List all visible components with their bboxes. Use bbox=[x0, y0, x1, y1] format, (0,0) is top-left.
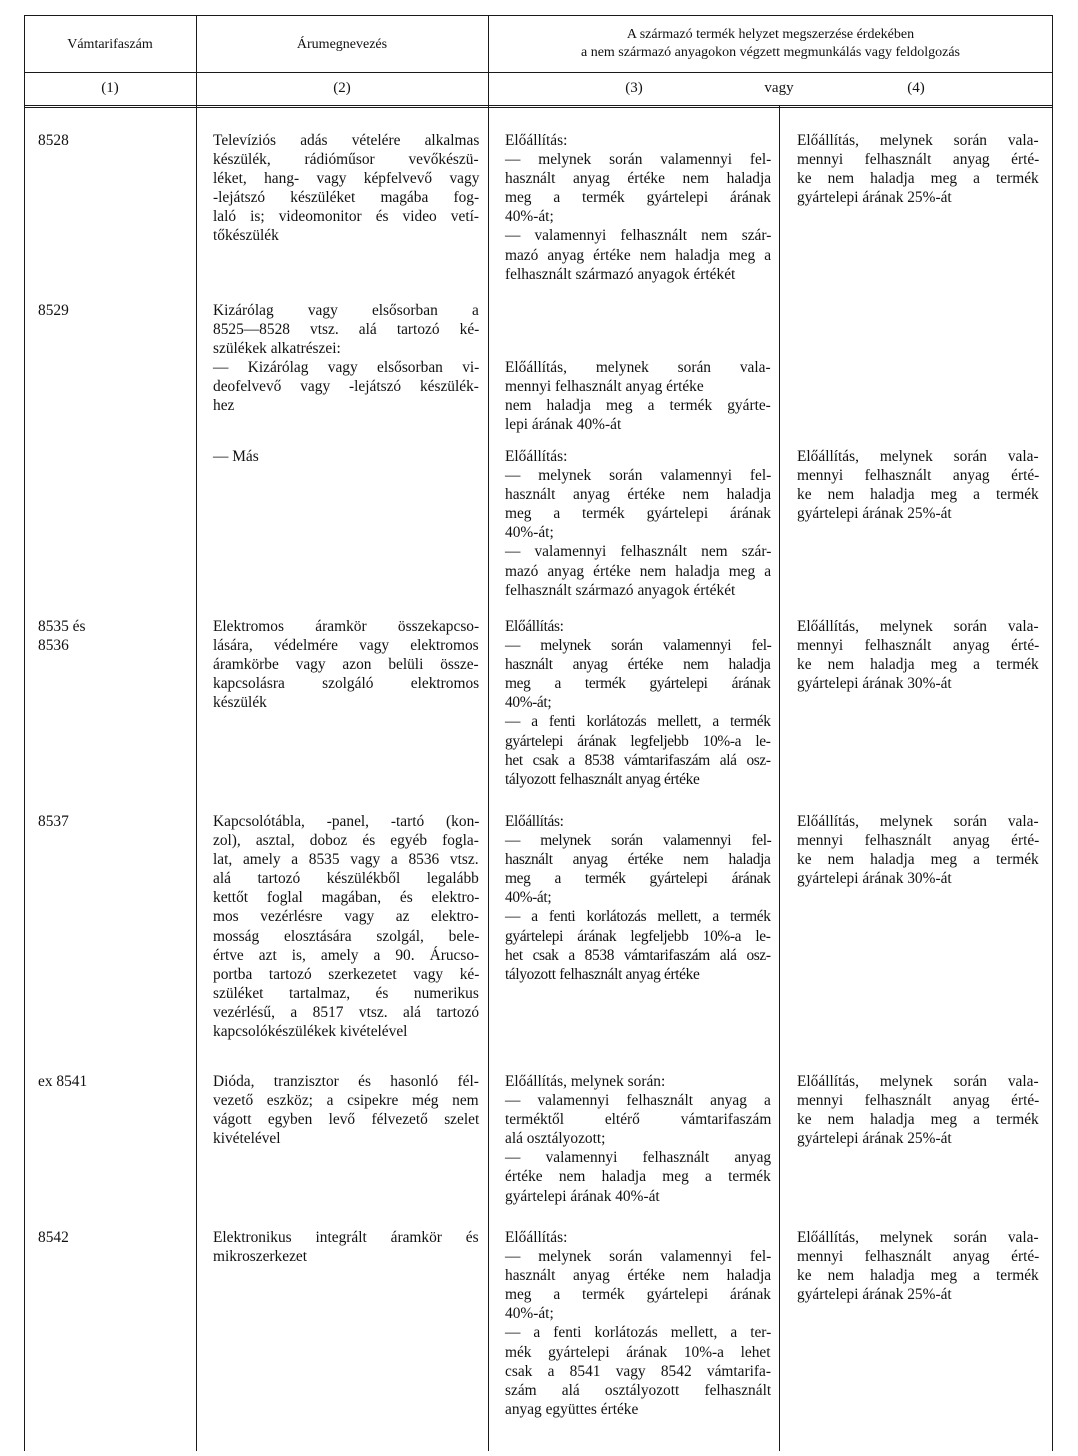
column-separator-vagy: vagy bbox=[764, 80, 794, 96]
tariff-code-8529: 8529 bbox=[38, 302, 69, 319]
processing-col3-8542-line: 40%-át; bbox=[505, 1305, 554, 1323]
processing-col3-8528-line: Előállítás: bbox=[505, 132, 568, 149]
goods-description-ex-8541-line: kivételével bbox=[213, 1130, 281, 1148]
processing-col3-8529-other-line: mazó anyag értéke nem haladja meg a bbox=[505, 562, 772, 580]
processing-col3-8535-8536-line: — melynek során valamennyi fel- bbox=[505, 637, 772, 655]
processing-col3-8537-line: tályozott felhasznált anyag értéke bbox=[505, 965, 700, 983]
tariff-code-8535-8536-line: 8536 bbox=[38, 637, 69, 655]
goods-description-8528-line: tőkészülék bbox=[213, 227, 279, 245]
processing-col3-8529-other-line: — valamennyi felhasznált nem szár- bbox=[505, 543, 772, 561]
processing-col3-8529-video-line: nem haladja meg a termék gyárte- bbox=[505, 397, 771, 415]
number-row-bottom-border bbox=[24, 105, 1053, 106]
processing-col4-8542 bbox=[797, 1228, 1039, 1304]
goods-description-8537-line: kettőt foglal magában, és elektro- bbox=[213, 889, 480, 907]
tariff-code-8535-8536 bbox=[38, 617, 178, 655]
processing-col3-8529-video-line: Előállítás, melynek során vala- bbox=[505, 359, 771, 376]
processing-col3-8537-line: het csak a 8538 vámtarifaszám alá osz- bbox=[505, 946, 771, 964]
processing-col4-8529-other bbox=[797, 447, 1039, 523]
processing-col3-ex-8541-line: értéke nem haladja meg a termék bbox=[505, 1168, 771, 1186]
processing-col4-8537-line: ke nem haladja meg a termék bbox=[797, 851, 1039, 869]
tariff-table bbox=[24, 15, 1053, 1451]
column-number-3: (3) bbox=[625, 80, 643, 96]
goods-description-ex-8541-line: vágott egyben levő félvezető szelet bbox=[213, 1111, 480, 1129]
processing-col3-8542-line: csak a 8541 vagy 8542 vámtarifa- bbox=[505, 1362, 771, 1380]
goods-description-8528 bbox=[213, 131, 479, 246]
goods-description-8528-line: Televíziós adás vételére alkalmas bbox=[213, 132, 480, 149]
tariff-code-ex-8541: ex 8541 bbox=[38, 1073, 88, 1090]
processing-col3-8529-video-line: mennyi felhasznált anyag értéke bbox=[505, 378, 704, 396]
col4-left-border bbox=[779, 105, 780, 1451]
processing-col4-8528-line: gyártelepi árának 25%-át bbox=[797, 189, 952, 207]
processing-col4-8529-other-line: Előállítás, melynek során vala- bbox=[797, 448, 1039, 465]
processing-col3-8537-line: — melynek során valamennyi fel- bbox=[505, 832, 772, 850]
processing-col3-8528-line: mazó anyag értéke nem haladja meg a bbox=[505, 246, 772, 264]
processing-col4-8542-line: mennyi felhasznált anyag érté- bbox=[797, 1248, 1040, 1266]
processing-col4-8535-8536 bbox=[797, 617, 1039, 693]
processing-col3-8535-8536-line: tályozott felhasznált anyag értéke bbox=[505, 770, 700, 788]
tariff-code-8542: 8542 bbox=[38, 1229, 69, 1246]
processing-col3-8528-line: használt anyag értéke nem haladja bbox=[505, 170, 772, 188]
processing-col3-8529-other-line: 40%-át; bbox=[505, 524, 554, 542]
processing-col3-ex-8541-line: Előállítás, melynek során: bbox=[505, 1073, 666, 1090]
number-row-double-border bbox=[24, 107, 1053, 108]
processing-col3-8542-line: szám alá osztályozott felhasznált bbox=[505, 1381, 772, 1399]
processing-col4-8529-other-line: ke nem haladja meg a termék bbox=[797, 486, 1039, 504]
processing-col4-ex-8541-line: ke nem haladja meg a termék bbox=[797, 1111, 1039, 1129]
col3-left-border bbox=[488, 15, 489, 1451]
goods-description-8529-line: 8525—8528 vtsz. alá tartozó ké- bbox=[213, 321, 480, 339]
col2-left-border bbox=[196, 15, 197, 1451]
goods-description-ex-8541-line: vezető eszköz; a csipekre még nem bbox=[213, 1092, 479, 1110]
goods-description-8528-line: készülék, rádióműsor vevőkészü- bbox=[213, 151, 479, 169]
processing-col3-8528-line: felhasznált származó anyagok értékét bbox=[505, 265, 736, 283]
goods-description-8537-line: zol), asztal, doboz és egyéb fogla- bbox=[213, 832, 479, 850]
goods-description-8529-other: — Más bbox=[213, 448, 259, 465]
processing-col3-ex-8541-line: terméktől eltérő vámtarifaszám bbox=[505, 1111, 772, 1129]
header-tariff-number: Vámtarifaszám bbox=[67, 37, 153, 52]
processing-col3-8542-line: Előállítás: bbox=[505, 1229, 568, 1246]
goods-description-ex-8541 bbox=[213, 1072, 479, 1148]
processing-col3-8537-line: használt anyag értéke nem haladja bbox=[505, 851, 771, 869]
processing-col3-8542-line: anyag együttes értéke bbox=[505, 1400, 639, 1418]
goods-description-8537-line: vezérlésű, a 8517 vtsz. alá tartozó bbox=[213, 1003, 480, 1021]
processing-col3-8529-other-line: Előállítás: bbox=[505, 448, 568, 465]
column-number-1: (1) bbox=[101, 80, 119, 96]
processing-col4-8529-other-line: mennyi felhasznált anyag érté- bbox=[797, 467, 1040, 485]
processing-col4-8529-other-line: gyártelepi árának 25%-át bbox=[797, 505, 952, 523]
goods-description-8535-8536-line: áramkörbe vagy azon belüli össze- bbox=[213, 656, 479, 674]
goods-description-8542 bbox=[213, 1228, 479, 1266]
processing-col4-8542-line: gyártelepi árának 25%-át bbox=[797, 1286, 952, 1304]
goods-description-8537-line: mosság elosztására szolgál, bele- bbox=[213, 927, 480, 945]
processing-col4-8542-line: Előállítás, melynek során vala- bbox=[797, 1229, 1039, 1246]
goods-description-8535-8536-line: kapcsolásra szolgáló elektromos bbox=[213, 675, 480, 693]
processing-col3-ex-8541-line: — valamennyi felhasznált anyag bbox=[505, 1149, 772, 1167]
processing-col4-ex-8541-line: mennyi felhasznált anyag érté- bbox=[797, 1092, 1040, 1110]
goods-description-8529-line: szülékek alkatrészei: bbox=[213, 340, 341, 358]
table-top-border bbox=[24, 15, 1053, 16]
goods-description-8537-line: értve azt is, amely a 90. Árucso- bbox=[213, 946, 480, 964]
goods-description-8529 bbox=[213, 301, 479, 416]
processing-col4-8528-line: mennyi felhasznált anyag érté- bbox=[797, 151, 1040, 169]
goods-description-8537-line: portba tartozó szerkezetet vagy ké- bbox=[213, 965, 480, 983]
processing-col4-8535-8536-line: Előállítás, melynek során vala- bbox=[797, 618, 1039, 635]
processing-col3-8542-line: mék gyártelepi árának 10%-a lehet bbox=[505, 1343, 771, 1361]
header-processing-line2: a nem származó anyagokon végzett megmunkálás vagy feldolgozás bbox=[580, 45, 961, 60]
processing-col3-8529-other-line: meg a termék gyártelepi árának bbox=[505, 505, 771, 523]
processing-col3-8537-line: 40%-át; bbox=[505, 889, 552, 907]
table-right-border bbox=[1052, 15, 1053, 1451]
column-number-2: (2) bbox=[333, 80, 351, 96]
tariff-code-8528: 8528 bbox=[38, 132, 69, 149]
goods-description-8535-8536-line: lására, védelmére vagy elektromos bbox=[213, 637, 479, 655]
processing-col3-8535-8536-line: 40%-át; bbox=[505, 694, 552, 712]
processing-col3-8535-8536-line: gyártelepi árának legfeljebb 10%-a le- bbox=[505, 732, 771, 750]
column-number-4: (4) bbox=[907, 80, 925, 96]
processing-col3-ex-8541 bbox=[505, 1072, 771, 1206]
processing-col3-8529-video-line: lepi árának 40%-át bbox=[505, 416, 622, 434]
processing-col4-8535-8536-line: ke nem haladja meg a termék bbox=[797, 656, 1039, 674]
processing-col4-8528-line: Előállítás, melynek során vala- bbox=[797, 132, 1039, 149]
processing-col3-8535-8536-line: meg a termék gyártelepi árának bbox=[505, 675, 771, 693]
processing-col4-8535-8536-line: gyártelepi árának 30%-át bbox=[797, 675, 952, 693]
goods-description-8535-8536 bbox=[213, 617, 479, 712]
processing-col4-8528-line: ke nem haladja meg a termék bbox=[797, 170, 1039, 188]
processing-col3-8529-video bbox=[505, 358, 771, 434]
processing-col3-ex-8541-line: — valamennyi felhasznált anyag a bbox=[505, 1092, 771, 1110]
processing-col4-8542-line: ke nem haladja meg a termék bbox=[797, 1267, 1039, 1285]
goods-description-8529-line: Kizárólag vagy elsősorban a bbox=[213, 302, 479, 319]
goods-description-8542-line: Elektronikus integrált áramkör és bbox=[213, 1229, 479, 1246]
goods-description-8542-line: mikroszerkezet bbox=[213, 1248, 308, 1266]
processing-col4-8537-line: gyártelepi árának 30%-át bbox=[797, 870, 952, 888]
processing-col3-8528 bbox=[505, 131, 771, 284]
processing-col3-8529-other-line: használt anyag értéke nem haladja bbox=[505, 486, 772, 504]
goods-description-8529-line: deofelvevő vagy -lejátszó készülék- bbox=[213, 378, 479, 396]
goods-description-8537-line: kapcsolókészülékek kivételével bbox=[213, 1023, 408, 1041]
goods-description-8537-line: mos vezérlésre vagy az elektro- bbox=[213, 908, 479, 926]
goods-description-8528-line: léket, hang- vagy képfelvevő vagy bbox=[213, 170, 480, 188]
processing-col3-8537-line: meg a termék gyártelepi árának bbox=[505, 870, 771, 888]
processing-col4-8535-8536-line: mennyi felhasznált anyag érté- bbox=[797, 637, 1040, 655]
goods-description-8537 bbox=[213, 812, 479, 1041]
processing-col3-ex-8541-line: alá osztályozott; bbox=[505, 1130, 606, 1148]
processing-col3-8535-8536-line: Előállítás: bbox=[505, 618, 564, 635]
goods-description-8528-line: laló is; videomonitor és video vetí- bbox=[213, 208, 480, 226]
goods-description-ex-8541-line: Dióda, tranzisztor és hasonló fél- bbox=[213, 1073, 479, 1090]
processing-col3-8542-line: — a fenti korlátozás mellett, a ter- bbox=[505, 1324, 772, 1342]
processing-col3-8529-other bbox=[505, 447, 771, 600]
goods-description-8529-line: hez bbox=[213, 397, 235, 415]
goods-description-8537-line: Kapcsolótábla, -panel, -tartó (kon- bbox=[213, 813, 480, 830]
goods-description-8535-8536-line: Elektromos áramkör összekapcso- bbox=[213, 618, 480, 635]
processing-col4-8537 bbox=[797, 812, 1039, 888]
tariff-code-8535-8536-line: 8535 és bbox=[38, 618, 86, 635]
processing-col3-8537 bbox=[505, 812, 771, 984]
header-processing-line1: A származó termék helyzet megszerzése érdekében bbox=[626, 27, 915, 42]
processing-col3-8529-other-line: — melynek során valamennyi fel- bbox=[505, 467, 772, 485]
processing-col3-8542-line: használt anyag értéke nem haladja bbox=[505, 1267, 772, 1285]
tariff-code-8537: 8537 bbox=[38, 813, 69, 830]
processing-col3-ex-8541-line: gyártelepi árának 40%-át bbox=[505, 1187, 660, 1205]
processing-col4-ex-8541-line: gyártelepi árának 25%-át bbox=[797, 1130, 952, 1148]
goods-description-8535-8536-line: készülék bbox=[213, 694, 267, 712]
processing-col3-8537-line: Előállítás: bbox=[505, 813, 564, 830]
goods-description-8537-line: lat, amely a 8535 vagy a 8536 vtsz. bbox=[213, 851, 479, 869]
processing-col3-8529-other-line: felhasznált származó anyagok értékét bbox=[505, 581, 736, 599]
processing-col3-8542 bbox=[505, 1228, 771, 1419]
processing-col3-8535-8536 bbox=[505, 617, 771, 789]
goods-description-8529-line: — Kizárólag vagy elsősorban vi- bbox=[213, 359, 480, 377]
processing-col3-8542-line: meg a termék gyártelepi árának bbox=[505, 1286, 771, 1304]
processing-col3-8528-line: — melynek során valamennyi fel- bbox=[505, 151, 772, 169]
goods-description-8537-line: alá tartozó készülékből legalább bbox=[213, 870, 479, 888]
processing-col3-8535-8536-line: het csak a 8538 vámtarifaszám alá osz- bbox=[505, 751, 771, 769]
header-divider bbox=[24, 72, 1053, 73]
processing-col3-8537-line: — a fenti korlátozás mellett, a termék bbox=[505, 908, 771, 926]
processing-col4-ex-8541-line: Előállítás, melynek során vala- bbox=[797, 1073, 1039, 1090]
processing-col3-8528-line: 40%-át; bbox=[505, 208, 554, 226]
processing-col3-8537-line: gyártelepi árának legfeljebb 10%-a le- bbox=[505, 927, 771, 945]
processing-col4-8537-line: Előállítás, melynek során vala- bbox=[797, 813, 1039, 830]
processing-col4-ex-8541 bbox=[797, 1072, 1039, 1148]
processing-col3-8528-line: — valamennyi felhasznált nem szár- bbox=[505, 227, 772, 245]
goods-description-8537-line: szüléket tartalmaz, és numerikus bbox=[213, 984, 479, 1002]
processing-col4-8528 bbox=[797, 131, 1039, 207]
processing-col3-8528-line: meg a termék gyártelepi árának bbox=[505, 189, 771, 207]
goods-description-8528-line: -lejátszó készüléket magába fog- bbox=[213, 189, 480, 207]
table-left-border bbox=[24, 15, 25, 1451]
processing-col3-8535-8536-line: használt anyag értéke nem haladja bbox=[505, 656, 771, 674]
processing-col3-8535-8536-line: — a fenti korlátozás mellett, a termék bbox=[505, 713, 771, 731]
header-goods-description: Árumegnevezés bbox=[296, 37, 388, 52]
processing-col3-8542-line: — melynek során valamennyi fel- bbox=[505, 1248, 772, 1266]
processing-col4-8537-line: mennyi felhasznált anyag érté- bbox=[797, 832, 1040, 850]
